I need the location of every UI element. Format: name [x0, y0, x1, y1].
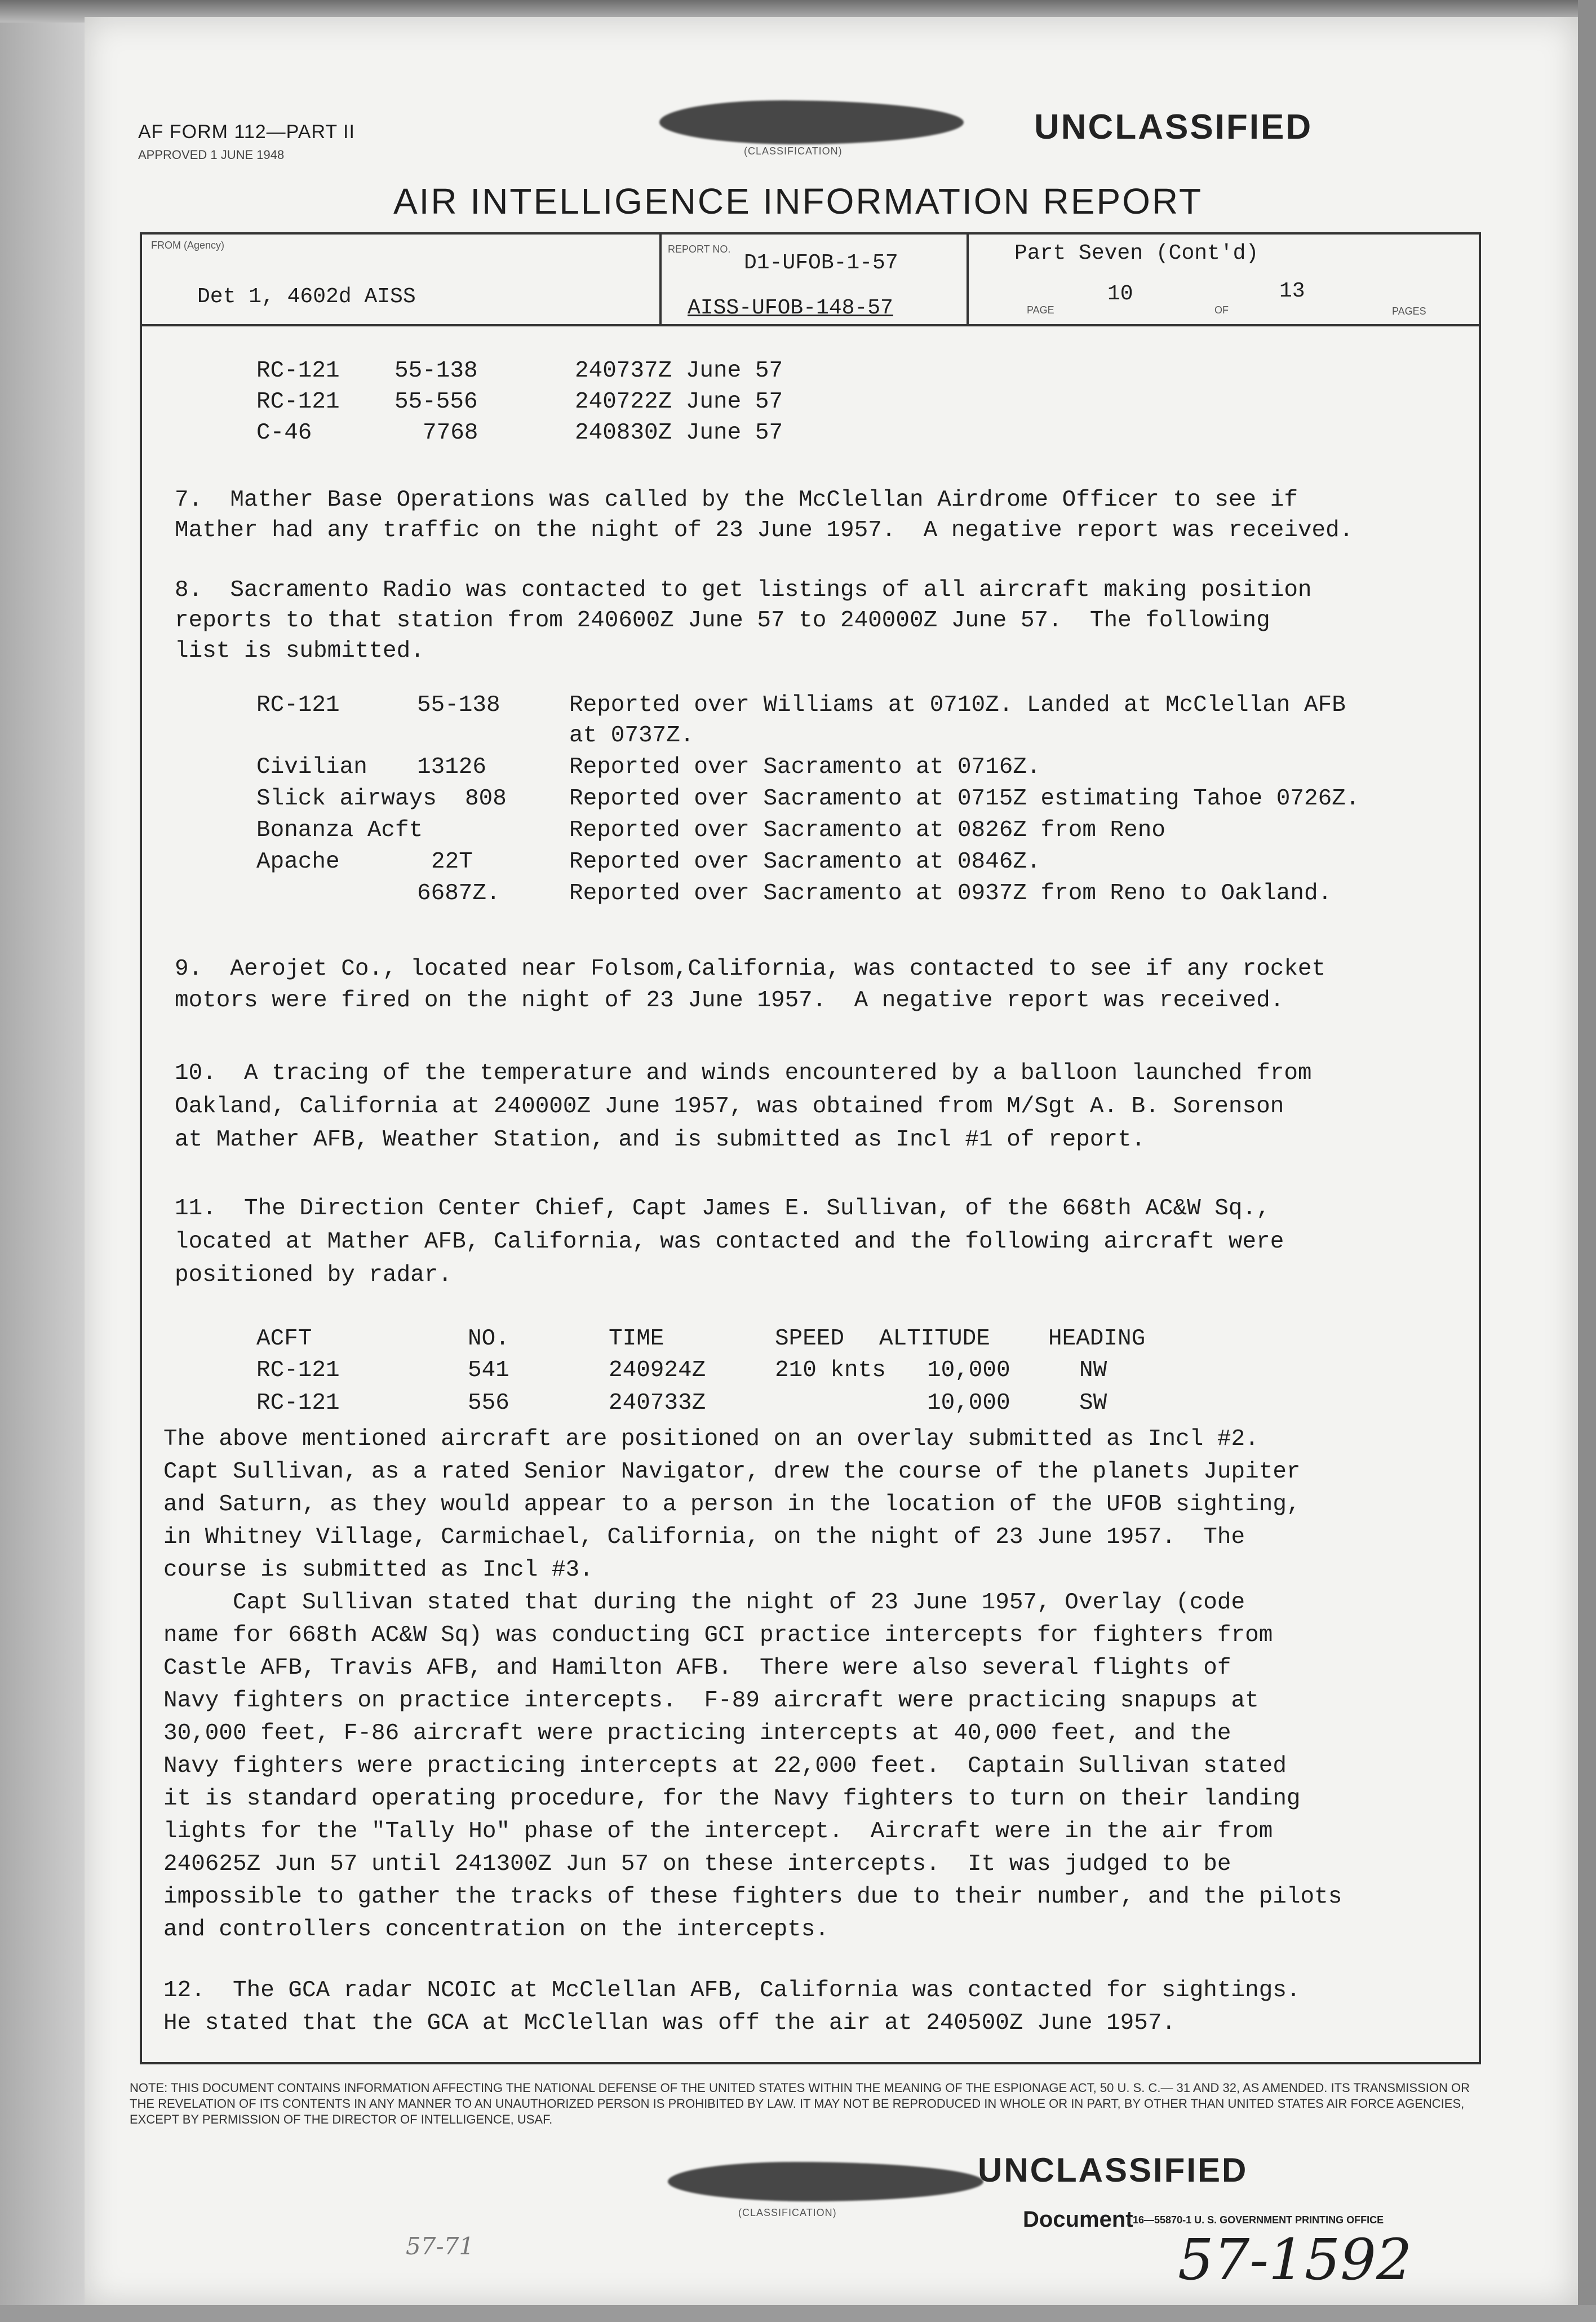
part-label: Part Seven (Cont'd) [1014, 241, 1259, 266]
report-no-label: REPORT NO. [668, 244, 731, 255]
radar-header-heading: HEADING [1048, 1326, 1146, 1352]
radar-cell: 240733Z [609, 1390, 706, 1416]
top-acft-time: 240830Z June 57 [575, 420, 783, 446]
top-acft-time: 240722Z June 57 [575, 389, 783, 415]
scan-edge-bottom [0, 2305, 1596, 2322]
top-acft-time: 240737Z June 57 [575, 358, 783, 384]
paragraph-7-line: 7. Mather Base Operations was called by the McClellan Airdrome Officer to see if [175, 487, 1298, 513]
paragraph-11b-line: and controllers concentration on the intercepts. [163, 1917, 829, 1943]
radio-list-no: 22T [431, 849, 473, 875]
radar-cell: RC-121 [256, 1357, 340, 1383]
header-col-divider-1 [659, 232, 662, 325]
radio-list-no: 13126 [417, 754, 487, 780]
document-label: Document [1023, 2207, 1133, 2232]
radar-header-no: NO. [468, 1326, 509, 1352]
handwritten-file-number: 57-1592 [1178, 2227, 1412, 2293]
radar-header-time: TIME [609, 1326, 664, 1352]
paragraph-11b-line: Navy fighters were practicing intercepts at 22,000 feet. Captain Sullivan stated [163, 1753, 1287, 1779]
report-number-2: AISS-UFOB-148-57 [688, 296, 893, 320]
form-approved-date: APPROVED 1 JUNE 1948 [138, 148, 285, 162]
classification-stamp-top: UNCLASSIFIED [1034, 108, 1313, 147]
scan-edge-left [0, 0, 85, 2322]
classification-caption-bottom: (CLASSIFICATION) [738, 2207, 837, 2218]
paragraph-11b-line: Navy fighters on practice intercepts. F-89 aircraft were practicing snapups at [163, 1688, 1259, 1714]
radio-list-report: Reported over Sacramento at 0937Z from Reno to Oakland. [569, 881, 1332, 906]
paragraph-11b-line: impossible to gather the tracks of these fighters due to their number, and the pilots [163, 1884, 1342, 1910]
radio-list-acft: Slick airways [256, 786, 437, 812]
paragraph-11b-line: lights for the "Tally Ho" phase of the intercept. Aircraft were in the air from [163, 1819, 1273, 1845]
paragraph-11-line: 11. The Direction Center Chief, Capt James E. Sullivan, of the 668th AC&W Sq., [175, 1196, 1270, 1222]
radio-list-report: Reported over Sacramento at 0715Z estimating Tahoe 0726Z. [569, 786, 1360, 812]
paragraph-11b-line: Capt Sullivan, as a rated Senior Navigator, drew the course of the planets Jupiter [163, 1459, 1301, 1485]
report-title: AIR INTELLIGENCE INFORMATION REPORT [393, 181, 1203, 222]
page-label: PAGE [1027, 304, 1054, 316]
paragraph-10-line: 10. A tracing of the temperature and winds encountered by a balloon launched from [175, 1060, 1312, 1086]
paragraph-8-line: 8. Sacramento Radio was contacted to get listings of all aircraft making position [175, 577, 1312, 603]
radio-list-acft: RC-121 [256, 692, 340, 718]
paragraph-11b-line: and Saturn, as they would appear to a person in the location of the UFOB sighting, [163, 1492, 1301, 1518]
paragraph-12-line: He stated that the GCA at McClellan was off the air at 240500Z June 1957. [163, 2010, 1176, 2036]
from-agency: Det 1, 4602d AISS [197, 285, 416, 309]
top-acft-no: 55-138 [394, 358, 478, 384]
paragraph-11b-line: in Whitney Village, Carmichael, California, on the night of 23 June 1957. The [163, 1524, 1245, 1550]
header-col-divider-2 [967, 232, 969, 325]
report-number-1: D1-UFOB-1-57 [744, 251, 898, 275]
radar-cell: NW [1079, 1357, 1107, 1383]
radar-header-altitude: ALTITUDE [879, 1326, 990, 1352]
form-id: AF FORM 112—PART II [138, 121, 355, 143]
paragraph-8-line: list is submitted. [175, 638, 424, 664]
radar-cell: SW [1079, 1390, 1107, 1416]
paragraph-10-line: at Mather AFB, Weather Station, and is submitted as Incl #1 of report. [175, 1127, 1146, 1153]
paragraph-11b-line: 240625Z Jun 57 until 241300Z Jun 57 on these intercepts. It was judged to be [163, 1851, 1231, 1877]
top-acft-no: 7768 [423, 420, 478, 446]
radio-list-report-cont: at 0737Z. [569, 723, 694, 749]
radio-list-acft: Civilian [256, 754, 367, 780]
gpo-imprint: 16—55870-1 U. S. GOVERNMENT PRINTING OFFICE [1133, 2214, 1384, 2226]
radar-cell: 210 knts [775, 1357, 886, 1383]
radio-list-no: 55-138 [417, 692, 500, 718]
pages-label: PAGES [1392, 306, 1426, 317]
handwritten-note: 57-71 [406, 2232, 475, 2260]
paragraph-11b-line: The above mentioned aircraft are positioned on an overlay submitted as Incl #2. [163, 1426, 1259, 1452]
paragraph-10-line: Oakland, California at 240000Z June 1957, was obtained from M/Sgt A. B. Sorenson [175, 1094, 1284, 1120]
radar-cell: 10,000 [927, 1390, 1010, 1416]
radio-list-no: 808 [465, 786, 507, 812]
scan-edge-right [1578, 0, 1596, 2322]
total-pages: 13 [1279, 279, 1305, 303]
paragraph-12-line: 12. The GCA radar NCOIC at McClellan AFB, California was contacted for sightings. [163, 1978, 1301, 2003]
classification-caption-top: (CLASSIFICATION) [744, 145, 843, 157]
radio-list-report: Reported over Sacramento at 0716Z. [569, 754, 1041, 780]
radar-cell: 541 [468, 1357, 509, 1383]
paragraph-11b-line: Capt Sullivan stated that during the night of 23 June 1957, Overlay (code [163, 1590, 1245, 1616]
paragraph-11-line: positioned by radar. [175, 1262, 453, 1288]
classification-stamp-bottom: UNCLASSIFIED [978, 2151, 1248, 2189]
top-acft-type: C-46 [256, 420, 312, 446]
paragraph-9-line: motors were fired on the night of 23 June 1957. A negative report was received. [175, 988, 1284, 1014]
paragraph-7-line: Mather had any traffic on the night of 23 June 1957. A negative report was received. [175, 518, 1354, 543]
paragraph-11b-line: name for 668th AC&W Sq) was conducting GCI practice intercepts for fighters from [163, 1622, 1273, 1648]
radar-header-speed: SPEED [775, 1326, 845, 1352]
paragraph-8-line: reports to that station from 240600Z June 57 to 240000Z June 57. The following [175, 608, 1270, 634]
paragraph-11b-line: course is submitted as Incl #3. [163, 1557, 593, 1583]
paragraph-11b-line: it is standard operating procedure, for the Navy fighters to turn on their landing [163, 1786, 1301, 1812]
of-label: OF [1214, 304, 1229, 316]
radar-cell: 10,000 [927, 1357, 1010, 1383]
radio-list-report: Reported over Sacramento at 0846Z. [569, 849, 1041, 875]
top-acft-no: 55-556 [394, 389, 478, 415]
radio-list-report: Reported over Williams at 0710Z. Landed at McClellan AFB [569, 692, 1346, 718]
top-acft-type: RC-121 [256, 358, 340, 384]
radio-list-no: 6687Z. [417, 881, 500, 906]
radio-list-acft: Bonanza Acft [256, 817, 423, 843]
espionage-act-note: NOTE: THIS DOCUMENT CONTAINS INFORMATION AFFECTING THE NATIONAL DEFENSE OF THE UNITED STATES WITHIN THE MEANING OF THE ESPIONAGE ACT, 50 U. S. C.— 31 AND 32, AS AMENDED. ITS TRANSMISSION OR THE REVELATION OF ITS CONTENTS IN ANY MANNER TO AN UNAUTHORIZED PERSON IS PROHIBITED BY LAW. IT MAY NOT BE REPRODUCED IN WHOLE OR IN PART, BY OTHER THAN UNITED STATES AIR FORCE AGENCIES, EXCEPT BY PERMISSION OF THE DIRECTOR OF INTELLIGENCE, USAF. [130, 2081, 1470, 2126]
from-label: FROM (Agency) [151, 240, 225, 251]
radio-list-acft: Apache [256, 849, 340, 875]
top-acft-type: RC-121 [256, 389, 340, 415]
radio-list-report: Reported over Sacramento at 0826Z from Reno [569, 817, 1165, 843]
radar-cell: 556 [468, 1390, 509, 1416]
radar-cell: 240924Z [609, 1357, 706, 1383]
paragraph-11-line: located at Mather AFB, California, was contacted and the following aircraft were [175, 1229, 1284, 1255]
page-number: 10 [1107, 282, 1133, 306]
radar-header-acft: ACFT [256, 1326, 312, 1352]
paragraph-9-line: 9. Aerojet Co., located near Folsom,California, was contacted to see if any rocket [175, 956, 1326, 982]
paragraph-11b-line: 30,000 feet, F-86 aircraft were practicing intercepts at 40,000 feet, and the [163, 1721, 1231, 1746]
radar-cell: RC-121 [256, 1390, 340, 1416]
paragraph-11b-line: Castle AFB, Travis AFB, and Hamilton AFB. There were also several flights of [163, 1655, 1231, 1681]
header-divider [140, 324, 1481, 326]
